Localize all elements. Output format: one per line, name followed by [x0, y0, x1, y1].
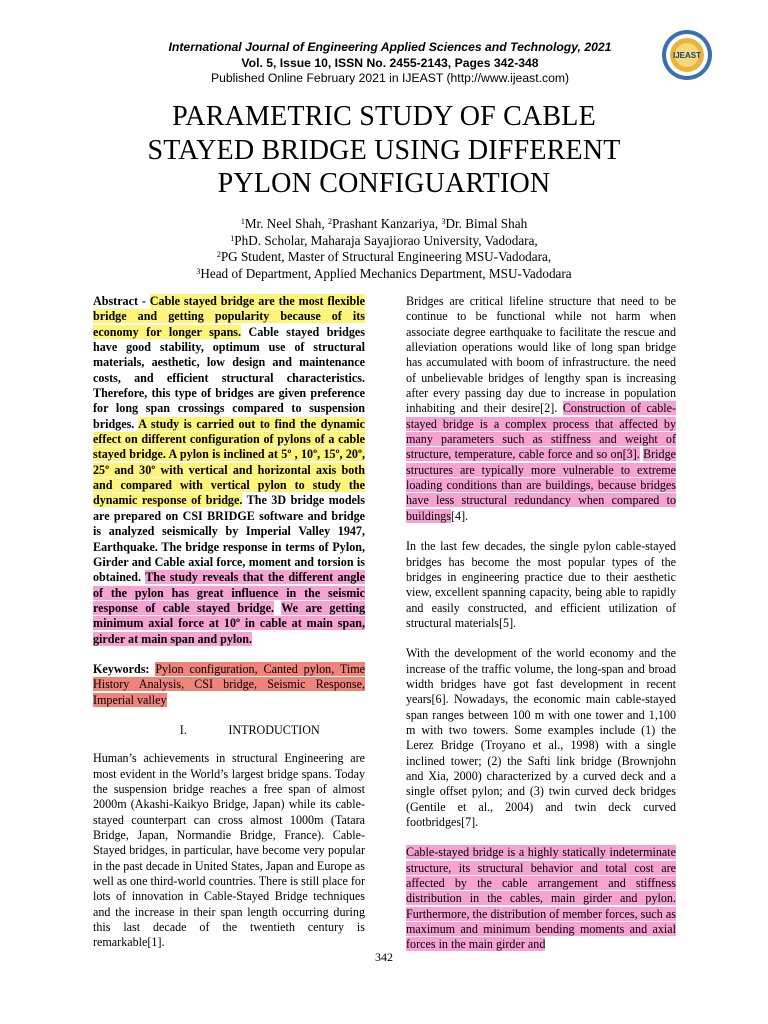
right-column — [406, 294, 676, 953]
right-paragraph-4: Cable-stayed bridge is a highly statically indeterminate structure, its structural behavior and total cost are affected by the cable arrangement and stiffness distribution in the cables, main girder and pylon. Furthermore, the distribution of member forces, such as maximum and minimum bending moments and axial forces in the main girder and — [406, 845, 676, 952]
author-names: $^1$Mr. Neel Shah, $^2$Prashant Kanzariya, $^3$Dr. Bimal Shah — [240, 216, 528, 231]
affiliation-2: $^2$PG Student, Master of Structural Engineering MSU-Vadodara, — [216, 249, 552, 265]
right-paragraph-1: Bridges are critical lifeline structure that need to be continue to be functional while not harm when associate degree earthquake to facilitate the rescue and alleviation operations would like of long span bridge has accumulated with boom of infrastructure. the need of unbelievable bridges of lengthy span is increasing after every passing day due to increase in population inhabiting and their desire[2]. Construction of cable-stayed bridge is a complex process that affected by many parameters such as stiffness and weight of structure, temperature, cable force and so on[3]. Bridge structures are typically more vulnerable to extreme loading conditions than are buildings, because bridges have less structural redundancy when compared to buildings[4]. — [406, 294, 676, 523]
author-block — [60, 216, 708, 282]
logo-text: IJEAST — [672, 51, 702, 60]
abstract: Abstract - Cable stayed bridge are the most flexible bridge and getting popularity because of its economy for longer spans. Cable stayed bridges have good stability, optimum use of structural materials, aesthetic, low design and maintenance costs, and efficient structural characteristics. Therefore, this type of bridges are given preference for long span crossings compared to suspension bridges. A study is carried out to find the dynamic effect on different configuration of pylons of a cable stayed bridge. A pylon is inclined at 5º , 10º, 15º, 20º, 25º and 30º with vertical and horizontal axis both and compared with vertical pylon to study the dynamic response of bridge. The 3D bridge models are prepared on CSI BRIDGE software and bridge is analyzed seismically by Imperial Valley 1947, Earthquake. The bridge response in terms of Pylon, Girder and Cable axial force, moment and torsion is obtained. The study reveals that the different angle of the pylon has great influence in the seismic response of cable stayed bridge. We are getting minimum axial force at 10º in cable at main span, girder at main span and pylon. — [93, 294, 366, 646]
journal-header — [130, 40, 650, 87]
intro-paragraph: Human’s achievements in structural Engineering are most evident in the World’s largest bridge spans. Today the suspension bridge reaches a free span of almost 2000m (Akashi-Kaikyo Bridge, Japan) while its cable-stayed counterpart can cross almost 1000m (Tatara Bridge, Japan, Normandie Bridge, France). Cable-Stayed bridges, in particular, have become very popular in the past decade in United States, Japan and Europe as well as one third-world countries. There is still place for lots of innovation in Cable-Stayed Bridge techniques and the increase in their span length occurring during this last decade of the twentieth century is remarkable[1]. — [93, 751, 365, 950]
right-paragraph-2: In the last few decades, the single pylon cable-stayed bridges has become the most popular types of the bridges in engineering practice due to their aesthetic view, excellent spanning capacity, being able to rapidly and easily constructed, and efficient utilization of structural materials[5]. — [406, 539, 676, 630]
affiliation-3: $^3$Head of Department, Applied Mechanics Department, MSU-Vadodara — [196, 265, 572, 281]
affiliation-1: $^1$PhD. Scholar, Maharaja Sayajiorao University, Vadodara, — [230, 232, 538, 248]
right-paragraph-3: With the development of the world economy and the increase of the traffic volume, the long-span and broad width bridges have got fast development in recent years[6]. Nowadays, the economic main cable-stayed span ranges between 100 m with one tower and 1,100 m with two towers. Some examples include (1) the Lerez Bridge (Troyano et al., 1998) with a single inclined tower; (2) the Safti link bridge (Brownjohn and Xia, 2000) characterized by a curved deck and a single offset pylon; and (3) twin curved deck bridges (Gentile et al., 2004) and twin deck curved footbridges[7]. — [406, 646, 676, 829]
paper-title: PARAMETRIC STUDY OF CABLE STAYED BRIDGE USING DIFFERENT PYLON CONFIGUARTION — [147, 101, 621, 199]
section-heading-introduction: I. INTRODUCTION — [179, 722, 320, 737]
journal-name: International Journal of Engineering Applied Sciences and Technology, 2021 — [168, 40, 612, 54]
keywords: Keywords: Pylon configuration, Canted pylon, Time History Analysis, CSI bridge, Seismic Response, Imperial valley — [93, 661, 366, 707]
journal-published: Published Online February 2021 in IJEAST (http://www.ijeast.com) — [210, 71, 570, 85]
left-column — [93, 294, 365, 951]
page-number: 342 — [375, 950, 393, 964]
journal-volume: Vol. 5, Issue 10, ISSN No. 2455-2143, Pages 342-348 — [241, 55, 539, 70]
ijeast-logo-icon — [660, 28, 714, 82]
